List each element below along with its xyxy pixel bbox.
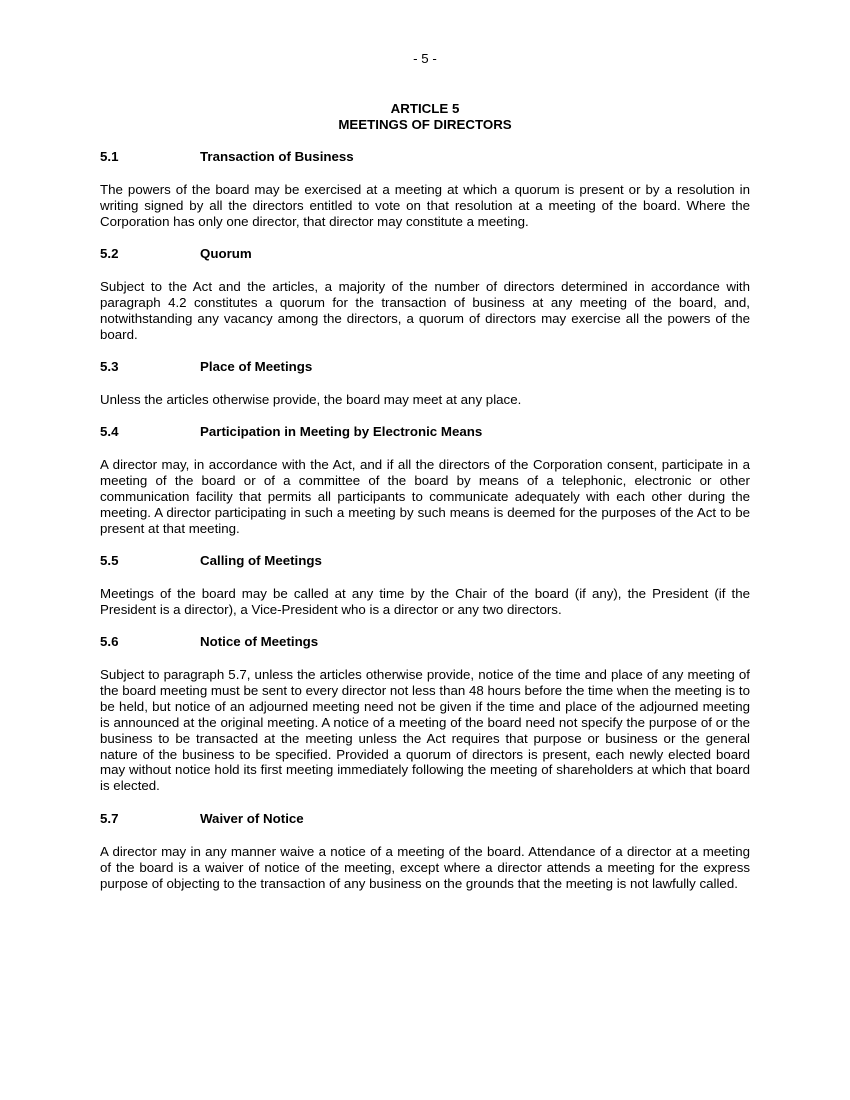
section-header <box>100 811 750 827</box>
section-body: A director may in any manner waive a notice of a meeting of the board. Attendance of a director at a meeting of the board is a waiver of notice of the meeting, except where a director attends a meeting for the express purpose of objecting to the transaction of any business on the grounds that the meeting is not lawfully called. <box>100 844 750 891</box>
section-5-5 <box>100 553 750 618</box>
section-header <box>100 424 750 440</box>
section-body: A director may, in accordance with the Act, and if all the directors of the Corporation consent, participate in a meeting of the board or of a committee of the board by means of a telephonic, electronic or other communication facility that permits all participants to communicate adequately with each other during the meeting. A director participating in such a meeting by such means is deemed for the purposes of the Act to be present at that meeting. <box>100 457 750 536</box>
section-5-6 <box>100 634 750 794</box>
section-5-2 <box>100 246 750 343</box>
section-body: Subject to the Act and the articles, a majority of the number of directors determined in accordance with paragraph 4.2 constitutes a quorum for the transaction of business at any meeting of the board, and, notwithstanding any vacancy among the directors, a quorum of directors may exercise all the powers of the board. <box>100 279 750 342</box>
section-number: 5.6 <box>100 634 119 649</box>
page-number: - 5 - <box>413 51 437 66</box>
article-label: ARTICLE 5 <box>390 101 460 116</box>
section-header <box>100 359 750 375</box>
section-title: Transaction of Business <box>200 149 354 164</box>
article-title: MEETINGS OF DIRECTORS <box>338 117 512 132</box>
section-body: Meetings of the board may be called at any time by the Chair of the board (if any), the President (if the President is a director), a Vice-President who is a director or any two directors. <box>100 586 750 617</box>
section-number: 5.3 <box>100 359 119 374</box>
section-5-1 <box>100 149 750 230</box>
section-number: 5.7 <box>100 811 119 826</box>
section-header <box>100 634 750 650</box>
section-title: Quorum <box>200 246 252 261</box>
section-title: Place of Meetings <box>200 359 313 374</box>
section-title: Participation in Meeting by Electronic Means <box>200 424 483 439</box>
section-header <box>100 553 750 569</box>
section-number: 5.1 <box>100 149 119 164</box>
section-body: The powers of the board may be exercised at a meeting at which a quorum is present or by a resolution in writing signed by all the directors entitled to vote on that resolution at a meeting of the board. Where the Corporation has only one director, that director may constitute a meeting. <box>100 182 750 229</box>
section-number: 5.5 <box>100 553 119 568</box>
section-body: Unless the articles otherwise provide, the board may meet at any place. <box>100 392 522 407</box>
section-number: 5.2 <box>100 246 119 261</box>
section-header <box>100 246 750 262</box>
section-title: Waiver of Notice <box>200 811 304 826</box>
section-header <box>100 149 750 165</box>
article-heading <box>100 101 750 133</box>
section-number: 5.4 <box>100 424 119 439</box>
section-body: Subject to paragraph 5.7, unless the articles otherwise provide, notice of the time and place of any meeting of the board meeting must be sent to every director not less than 48 hours before the time when the meeting is to be held, but notice of an adjourned meeting need not be given if the time and place of the adjourned meeting is announced at the original meeting. A notice of a meeting of the board need not specify the purpose of or the business to be transacted at the meeting unless the Act requires that purpose or business or the general nature of the business to be specified. Provided a quorum of directors is present, each newly elected board may without notice hold its first meeting immediately following the meeting of shareholders at which that board is elected. <box>100 667 750 794</box>
section-5-7 <box>100 811 750 892</box>
section-title: Notice of Meetings <box>200 634 319 649</box>
section-title: Calling of Meetings <box>200 553 322 568</box>
section-5-3 <box>100 359 750 408</box>
section-5-4 <box>100 424 750 537</box>
